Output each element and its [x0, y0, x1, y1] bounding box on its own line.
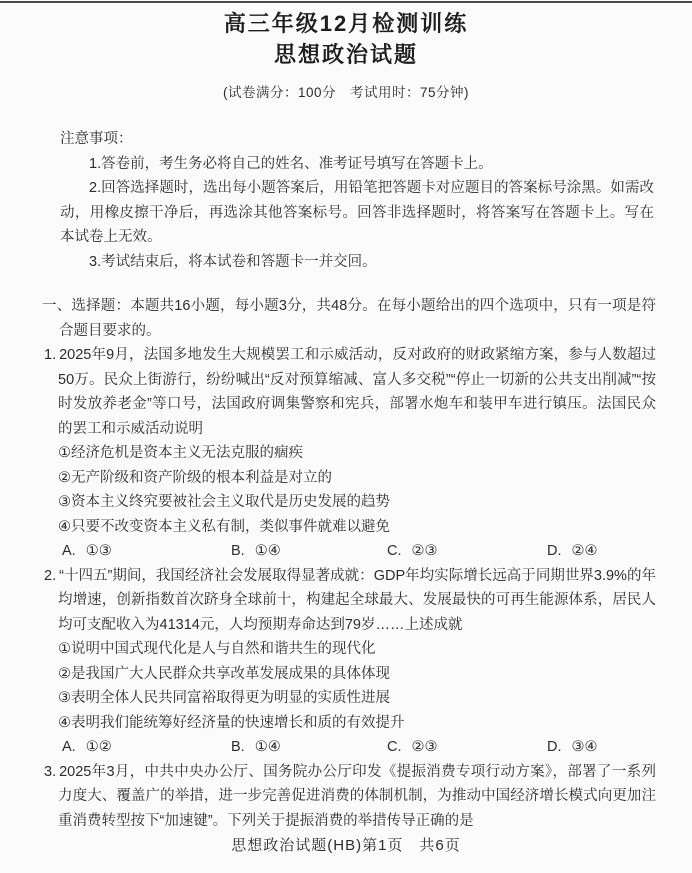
option-letter: D. — [547, 739, 562, 755]
option-digits: ②③ — [411, 739, 438, 755]
question-1-item-3: ③资本主义终究要被社会主义取代是历史发展的趋势 — [58, 494, 390, 510]
option-letter: B. — [231, 739, 245, 755]
notice-item-1: 1.答卷前，考生务必将自己的姓名、准考证号填写在答题卡上。 — [89, 155, 493, 172]
question-1-option-c — [387, 539, 547, 564]
notice-heading: 注意事项： — [60, 131, 133, 147]
scan-edge-line — [0, 1, 692, 3]
question-2-option-d — [547, 735, 656, 760]
option-digits: ①③ — [85, 543, 112, 559]
question-3-stem — [44, 760, 656, 834]
question-3-number: 3. — [44, 763, 57, 780]
option-digits: ①② — [85, 739, 112, 755]
question-1 — [44, 343, 656, 564]
section-heading: 一、选择题：本题共16小题，每小题3分，共48分。在每小题给出的四个选项中，只有一项是符合题目要求的。 — [42, 298, 656, 339]
question-2-number: 2. — [44, 567, 57, 584]
question-2-stem-text: “十四五”期间，我国经济社会发展取得显著成就：GDP年均实际增长远高于同期世界3.9%的年均增速，创新指数首次跻身全球前十，构建起全球最大、发展最快的可再生能源体系，居民人均可支配收入为41314元，人均预期寿命达到79岁……上述成就 — [58, 567, 656, 633]
question-2-option-c — [387, 735, 547, 760]
question-2-item-3: ③表明全体人民共同富裕取得更为明显的实质性进展 — [58, 690, 390, 706]
question-2-item-1: ①说明中国式现代化是人与自然和谐共生的现代化 — [58, 641, 376, 657]
option-digits: ③④ — [571, 739, 598, 755]
option-letter: C. — [387, 543, 402, 559]
question-1-options — [44, 539, 656, 564]
question-1-option-d — [547, 539, 656, 564]
question-3-stem-text: 2025年3月，中共中央办公厅、国务院办公厅印发《提振消费专项行动方案》，部署了一系列力度大、覆盖广的举措，进一步完善促进消费的体制机制，为推动中国经济增长模式向更加注重消费转型按下“加速键”。下列关于提振消费的举措传导正确的是 — [58, 763, 656, 829]
question-1-item-2: ②无产阶级和资产阶级的根本利益是对立的 — [58, 469, 332, 486]
exam-title-line2: 思想政治试题 — [273, 42, 418, 67]
option-letter: A. — [62, 739, 76, 755]
option-letter: B. — [231, 543, 245, 559]
question-2-item-2: ②是我国广大人民群众共享改革发展成果的具体体现 — [58, 665, 390, 682]
question-2-item-4: ④表明我们能统筹好经济量的快速增长和质的有效提升 — [58, 714, 405, 731]
question-1-stem — [44, 343, 656, 441]
question-1-option-a — [62, 539, 231, 564]
exam-meta: (试卷满分：100分 考试用时：75分钟) — [222, 85, 470, 100]
option-letter: D. — [547, 543, 562, 559]
question-1-number: 1. — [44, 347, 57, 363]
question-2-stem — [44, 564, 656, 638]
exam-title-line1: 高三年级12月检测训练 — [223, 11, 469, 36]
question-2-option-b — [231, 735, 387, 760]
notice-section — [60, 127, 654, 274]
option-letter: A. — [62, 543, 76, 559]
question-1-item-4: ④只要不改变资本主义私有制，类似事件就难以避免 — [58, 518, 390, 535]
question-1-option-b — [231, 539, 387, 564]
question-3 — [44, 760, 656, 834]
question-2-options — [44, 735, 656, 760]
option-digits: ①④ — [254, 739, 281, 755]
question-2 — [44, 564, 656, 760]
notice-item-3: 3.考试结束后，将本试卷和答题卡一并交回。 — [89, 253, 377, 270]
option-digits: ②③ — [411, 543, 438, 559]
option-digits: ①④ — [254, 543, 281, 559]
option-letter: C. — [387, 739, 402, 755]
option-digits: ②④ — [571, 543, 598, 559]
notice-item-2: 2.回答选择题时，选出每小题答案后，用铅笔把答题卡对应题目的答案标号涂黑。如需改动，用橡皮擦干净后，再选涂其他答案标号。回答非选择题时，将答案写在答题卡上。写在本试卷上无效。 — [60, 180, 654, 245]
question-1-stem-text: 2025年9月，法国多地发生大规模罢工和示威活动，反对政府的财政紧缩方案，参与人数超过50万。民众上街游行，纷纷喊出“反对预算缩减、富人多交税”“停止一切新的公共支出削减”“按时发放养老金”等口号，法国政府调集警察和宪兵，部署水炮车和装甲车进行镇压。法国民众的罢工和示威活动说明 — [58, 347, 656, 437]
page-footer: 思想政治试题(HB)第1页 共6页 — [231, 837, 461, 854]
question-2-option-a — [62, 735, 231, 760]
question-1-item-1: ①经济危机是资本主义无法克服的痼疾 — [58, 445, 303, 461]
